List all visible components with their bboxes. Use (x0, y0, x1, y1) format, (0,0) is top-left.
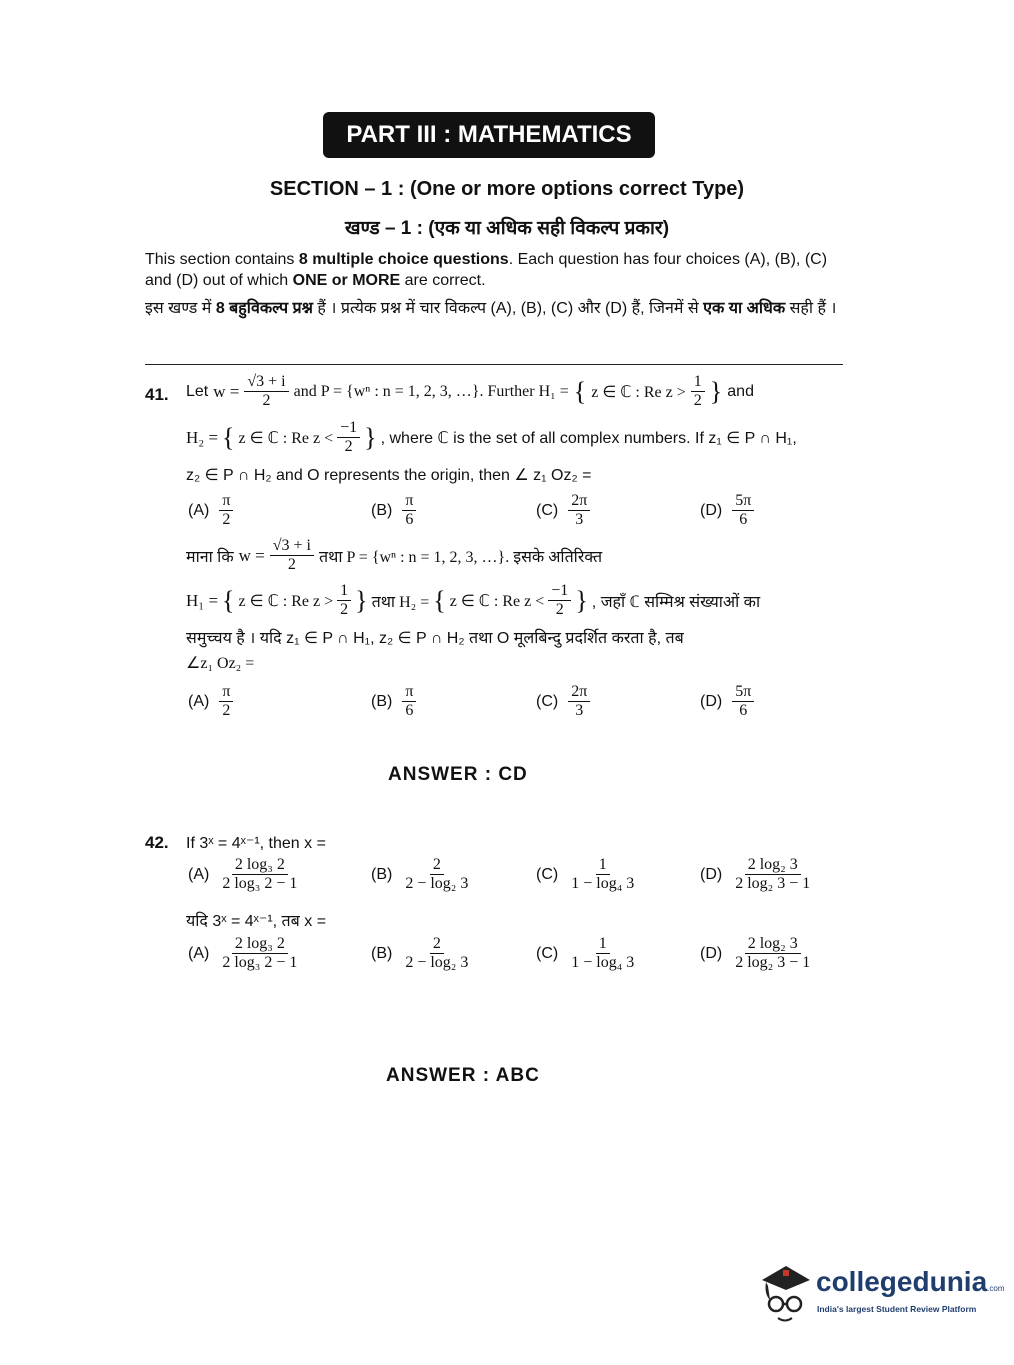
q42-stem-hi: यदि 3ˣ = 4ˣ⁻¹, तब x = (186, 913, 327, 930)
q42-option-d[interactable]: (D) $\frac{\text{2 log₂ 3}}{\text{2 log₂ 3 − 1}}$ (700, 856, 811, 892)
q42-hi-option-d[interactable]: (D) $\frac{\text{2 log₂ 3}}{\text{2 log₂ 3 − 1}}$ (700, 935, 811, 971)
logo-tagline: India's largest Student Review Platform (817, 1304, 977, 1314)
q41-hi-option-b[interactable]: (B) $\frac{\pi}{6}$ (371, 683, 416, 720)
q41-number: 41. (145, 385, 169, 404)
q42-stem: If 3ˣ = 4ˣ⁻¹, then x = (186, 835, 326, 852)
q41-hi-line3: समुच्चय है । यदि z₁ ∈ P ∩ H₁, z₂ ∈ P ∩ H₂ तथा O मूलबिन्दु प्रदर्शित करता है, तब (186, 630, 684, 647)
q42-option-b[interactable]: (B) $\frac{2}{\text{2 − log₂ 3}}$ (371, 856, 469, 892)
divider (145, 364, 843, 365)
collegedunia-logo: collegedunia.com India's largest Student Review Platform (756, 1258, 986, 1328)
instructions-en: This section contains 8 multiple choice questions. Each question has four choices (A), (B), (C) and (D) out of which ONE or MORE are correct. (145, 251, 828, 289)
q41-option-d[interactable]: (D) $\frac{5\pi}{6}$ (700, 492, 754, 529)
q42-answer: ANSWER : ABC (386, 1065, 540, 1086)
q42-hi-option-a[interactable]: (A) $\frac{\text{2 log₃ 2}}{\text{2 log₃ 2 − 1}}$ (188, 935, 298, 971)
q41-line2: H₂ = { z ∈ ℂ : Re z < $\frac{-1}{2}$ } , where ℂ is the set of all complex numbers. If z₁ ∈ P ∩ H₁, (186, 419, 797, 455)
q41-hi-line4: ∠z₁ Oz₂ = (186, 655, 255, 672)
w-fraction: $\frac{√3 + i}{2}$ (244, 373, 288, 410)
section-title-en: SECTION – 1 : (One or more options correct Type) (269, 178, 745, 200)
q41-option-c[interactable]: (C) $\frac{2\pi}{3}$ (536, 492, 590, 529)
q41-answer: ANSWER : CD (388, 764, 528, 785)
q42-option-a[interactable]: (A) $\frac{\text{2 log₃ 2}}{\text{2 log₃ 2 − 1}}$ (188, 856, 298, 892)
part-title: PART III : MATHEMATICS (323, 112, 655, 158)
q42-hi-option-b[interactable]: (B) $\frac{2}{\text{2 − log₂ 3}}$ (371, 935, 469, 971)
q41-hi-line2: H₁ = { z ∈ ℂ : Re z > $\frac{1}{2}$ } तथा H₂ = { z ∈ ℂ : Re z < $\frac{-1}{2}$ } , जहाँ ℂ सम्मिश्र संख्याओं का (186, 582, 761, 618)
q41-hi-option-a[interactable]: (A) $\frac{\pi}{2}$ (188, 683, 233, 720)
section-title-hi: खण्ड – 1 : (एक या अधिक सही विकल्प प्रकार) (344, 218, 670, 239)
q42-number: 42. (145, 833, 169, 852)
q42-hi-option-c[interactable]: (C) $\frac{1}{\text{1 − log₄ 3}}$ (536, 935, 635, 971)
q41-hi-option-d[interactable]: (D) $\frac{5\pi}{6}$ (700, 683, 754, 720)
instructions-hi: इस खण्ड में 8 बहुविकल्प प्रश्न हैं । प्रत्येक प्रश्न में चार विकल्प (A), (B), (C) और (D) हैं, जिनमें से एक या अधिक सही हैं । (145, 300, 837, 317)
q42-option-c[interactable]: (C) $\frac{1}{\text{1 − log₄ 3}}$ (536, 856, 635, 892)
q41-option-b[interactable]: (B) $\frac{\pi}{6}$ (371, 492, 416, 529)
q41-hi-option-c[interactable]: (C) $\frac{2\pi}{3}$ (536, 683, 590, 720)
q41-line3: z₂ ∈ P ∩ H₂ and O represents the origin, then ∠ z₁ Oz₂ = (186, 467, 592, 484)
q41-option-a[interactable]: (A) $\frac{\pi}{2}$ (188, 492, 233, 529)
mascot-icon (756, 1260, 814, 1326)
q41-line1: Let w = $\frac{√3 + i}{2}$ and P = {wⁿ : n = 1, 2, 3, …}. Further H₁ = { z ∈ ℂ : Re z > $\frac{1}{2}$ } and (186, 373, 754, 409)
q41-hi-line1: माना कि w = $\frac{√3 + i}{2}$ तथा P = {wⁿ : n = 1, 2, 3, …}. इसके अतिरिक्त (186, 537, 603, 573)
